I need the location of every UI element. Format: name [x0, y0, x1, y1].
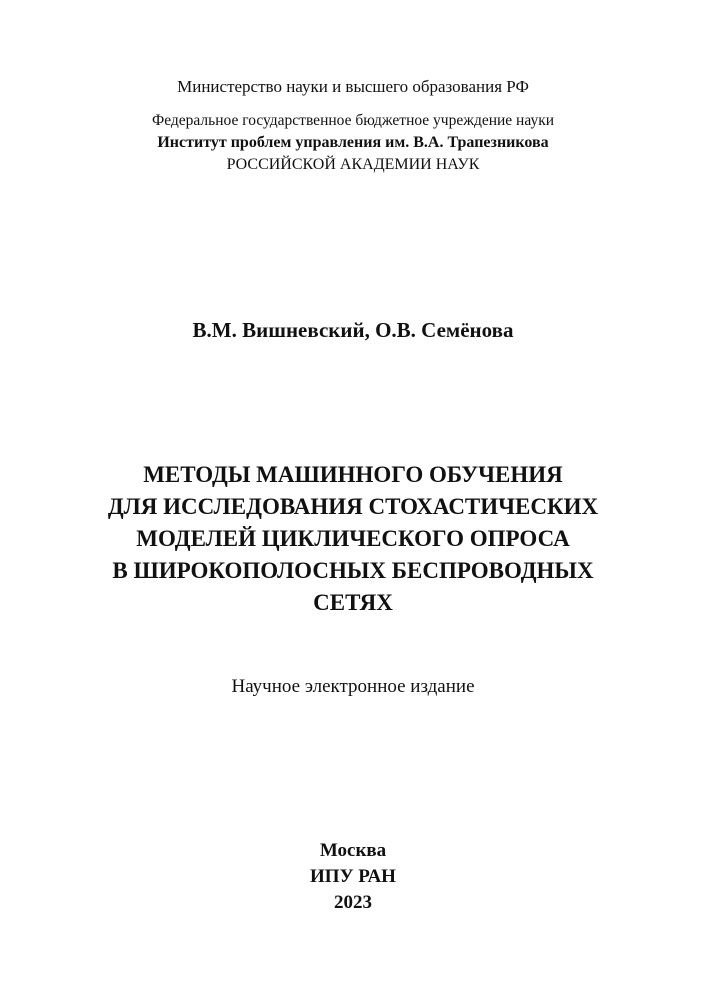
- title-line: В ШИРОКОПОЛОСНЫХ БЕСПРОВОДНЫХ: [112, 558, 594, 583]
- imprint-year: 2023: [334, 892, 372, 913]
- federal-institution-line: Федеральное государственное бюджетное учреждение науки: [151, 112, 555, 129]
- imprint-city: Москва: [319, 840, 387, 861]
- book-title: [0, 459, 706, 619]
- ministry-line: Министерство науки и высшего образования РФ: [177, 77, 529, 96]
- title-line: МЕТОДЫ МАШИННОГО ОБУЧЕНИЯ: [143, 462, 563, 487]
- academy-line: РОССИЙСКОЙ АКАДЕМИИ НАУК: [226, 156, 480, 173]
- authors: В.М. Вишневский, О.В. Семёнова: [192, 318, 514, 342]
- edition-type: Научное электронное издание: [231, 676, 475, 697]
- institute-line: Институт проблем управления им. В.А. Трапезникова: [157, 134, 549, 151]
- title-line: МОДЕЛЕЙ ЦИКЛИЧЕСКОГО ОПРОСА: [136, 526, 570, 551]
- title-line: ДЛЯ ИССЛЕДОВАНИЯ СТОХАСТИЧЕСКИХ: [107, 494, 599, 519]
- imprint-publisher: ИПУ РАН: [310, 866, 396, 887]
- title-line: СЕТЯХ: [313, 590, 393, 615]
